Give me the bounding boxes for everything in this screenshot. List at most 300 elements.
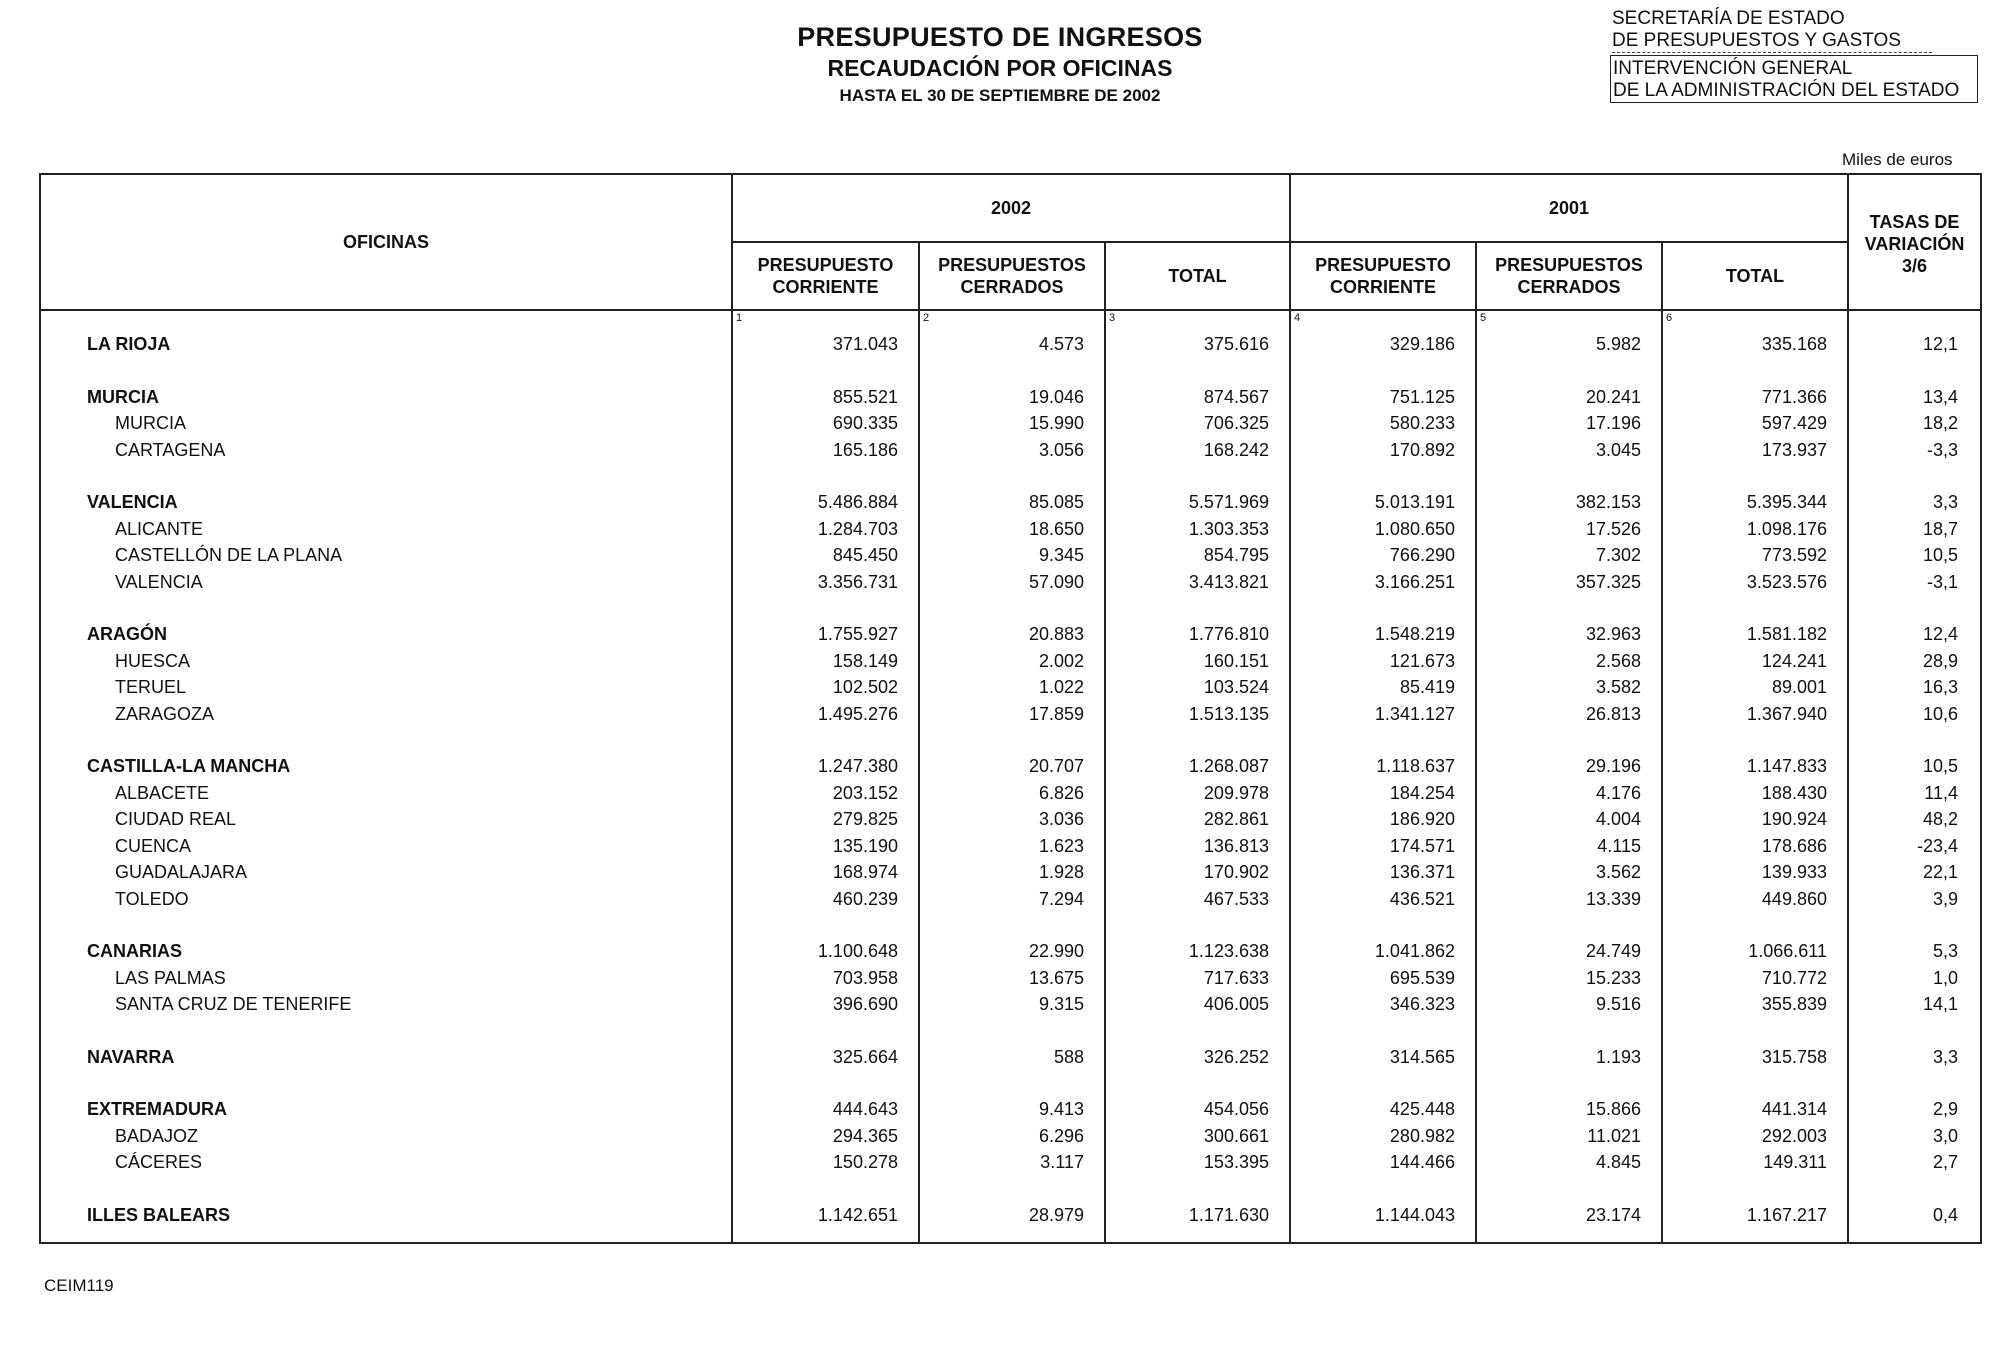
value-cell: 173.937: [1761, 439, 1827, 460]
value-cell: 1.142.651: [817, 1204, 898, 1225]
value-cell: 1.755.927: [817, 624, 898, 644]
value-cell: 26.813: [1585, 703, 1641, 724]
row-spacer: [1663, 1018, 1847, 1044]
header-2001-pres-cerrados: PRESUPUESTOS CERRADOS: [1476, 242, 1662, 310]
region-name: VALENCIA: [87, 492, 178, 512]
value-cell: 209.978: [1203, 782, 1269, 803]
row-spacer: [920, 1018, 1104, 1044]
value-cell: -3,1: [1926, 571, 1958, 592]
value-cell: 314.565: [1389, 1046, 1455, 1067]
value-cell: 766.290: [1389, 545, 1455, 565]
row-spacer: [1849, 912, 1980, 938]
office-name: BADAJOZ: [115, 1125, 199, 1146]
value-cell: 3.045: [1595, 439, 1641, 460]
value-cell: 11,4: [1924, 782, 1958, 803]
office-name: GUADALAJARA: [115, 862, 248, 882]
row-spacer: [733, 595, 918, 621]
office-name: SANTA CRUZ DE TENERIFE: [115, 994, 352, 1014]
row-spacer: [1663, 1070, 1847, 1096]
col-2001-total: [1662, 310, 1848, 1243]
row-spacer: [1663, 595, 1847, 621]
value-cell: 9.413: [1038, 1099, 1084, 1119]
row-spacer: [1849, 1070, 1980, 1096]
value-cell: 12,4: [1922, 624, 1958, 644]
column-number-1: 1: [736, 312, 743, 324]
value-cell: 460.239: [832, 888, 898, 909]
value-cell: 23.174: [1585, 1204, 1641, 1225]
value-cell: 1.548.219: [1374, 624, 1455, 644]
value-cell: 121.673: [1389, 650, 1455, 671]
row-spacer: [1106, 912, 1289, 938]
value-cell: 29.196: [1585, 756, 1641, 776]
value-cell: 168.242: [1203, 439, 1269, 460]
value-cell: 1.247.380: [817, 756, 898, 776]
value-cell: 184.254: [1389, 782, 1455, 803]
value-cell: 3.056: [1038, 439, 1084, 460]
value-cell: 0,4: [1932, 1204, 1958, 1225]
value-cell: 1.080.650: [1374, 518, 1455, 539]
value-cell: 355.839: [1761, 994, 1827, 1014]
row-spacer: [1849, 463, 1980, 489]
value-cell: 2,7: [1932, 1152, 1958, 1172]
report-title: PRESUPUESTO DE INGRESOS: [797, 22, 1203, 52]
value-cell: 11.021: [1587, 1125, 1641, 1146]
value-cell: 18,2: [1922, 413, 1958, 433]
value-cell: 1.303.353: [1188, 518, 1269, 539]
col-2001-pres-corriente: [1290, 310, 1476, 1243]
value-cell: 1.623: [1038, 835, 1084, 856]
office-name: CASTELLÓN DE LA PLANA: [115, 545, 343, 565]
value-cell: 85.085: [1028, 492, 1084, 512]
row-spacer: [920, 1176, 1104, 1202]
value-cell: 85.419: [1399, 677, 1455, 697]
row-spacer: [920, 727, 1104, 753]
value-cell: 20.707: [1028, 756, 1084, 776]
value-cell: 3,9: [1932, 888, 1958, 909]
row-spacer: [41, 1070, 731, 1096]
value-cell: 1.341.127: [1374, 703, 1455, 724]
row-spacer: [1663, 358, 1847, 384]
value-cell: 20.883: [1028, 624, 1084, 644]
row-spacer: [1849, 595, 1980, 621]
row-spacer: [1849, 1176, 1980, 1202]
value-cell: 15.990: [1028, 413, 1084, 433]
value-cell: 5.013.191: [1374, 492, 1455, 512]
agency-line-2: DE PRESUPUESTOS Y GASTOS: [1612, 30, 1932, 53]
value-cell: 5,3: [1932, 941, 1958, 961]
region-name: NAVARRA: [87, 1046, 175, 1067]
value-cell: 9.315: [1038, 994, 1084, 1014]
value-cell: 325.664: [832, 1046, 898, 1067]
region-name: ARAGÓN: [87, 624, 167, 644]
value-cell: 7.294: [1038, 888, 1084, 909]
value-cell: 48,2: [1922, 809, 1958, 829]
region-name: LA RIOJA: [87, 334, 171, 354]
value-cell: 5.571.969: [1188, 492, 1269, 512]
value-cell: 136.371: [1389, 862, 1455, 882]
value-cell: 15.233: [1585, 967, 1641, 988]
row-spacer: [1477, 358, 1661, 384]
header-year-2002: 2002: [732, 174, 1290, 242]
row-spacer: [1291, 1070, 1475, 1096]
value-cell: 5.395.344: [1746, 492, 1827, 512]
value-cell: 160.151: [1203, 650, 1269, 671]
row-spacer: [41, 1176, 731, 1202]
value-cell: 1.144.043: [1374, 1204, 1455, 1225]
office-name: ZARAGOZA: [115, 703, 215, 724]
value-cell: 1.193: [1595, 1046, 1641, 1067]
row-spacer: [1477, 595, 1661, 621]
row-spacer: [1291, 727, 1475, 753]
value-cell: 4.573: [1038, 334, 1084, 354]
value-cell: 315.758: [1761, 1046, 1827, 1067]
value-cell: 170.902: [1203, 862, 1269, 882]
value-cell: 188.430: [1761, 782, 1827, 803]
row-spacer: [920, 463, 1104, 489]
header-year-2001: 2001: [1290, 174, 1848, 242]
office-name: CÁCERES: [115, 1152, 203, 1172]
row-spacer: [1477, 912, 1661, 938]
value-cell: 3.413.821: [1188, 571, 1269, 592]
value-cell: 18,7: [1922, 518, 1958, 539]
row-spacer: [920, 595, 1104, 621]
value-cell: 89.001: [1771, 677, 1827, 697]
value-cell: 10,6: [1922, 703, 1958, 724]
value-cell: 186.920: [1389, 809, 1455, 829]
value-cell: 597.429: [1761, 413, 1827, 433]
value-cell: 203.152: [832, 782, 898, 803]
value-cell: 16,3: [1922, 677, 1958, 697]
agency-line-3: INTERVENCIÓN GENERAL: [1613, 58, 1853, 79]
value-cell: 5.982: [1595, 334, 1641, 354]
row-spacer: [1106, 358, 1289, 384]
column-number-5: 5: [1480, 312, 1487, 324]
region-name: CASTILLA-LA MANCHA: [87, 756, 291, 776]
header-2001-pres-corriente: PRESUPUESTO CORRIENTE: [1290, 242, 1476, 310]
value-cell: 158.149: [832, 650, 898, 671]
row-spacer: [1291, 463, 1475, 489]
value-cell: 717.633: [1203, 967, 1269, 988]
value-cell: 1.367.940: [1746, 703, 1827, 724]
value-cell: 12,1: [1922, 334, 1958, 354]
row-spacer: [733, 1018, 918, 1044]
office-name: LAS PALMAS: [115, 967, 226, 988]
value-cell: 57.090: [1028, 571, 1084, 592]
value-cell: 7.302: [1595, 545, 1641, 565]
office-name: MURCIA: [115, 413, 186, 433]
row-spacer: [41, 358, 731, 384]
value-cell: 375.616: [1203, 334, 1269, 354]
value-cell: 3,0: [1932, 1125, 1958, 1146]
col-2002-pres-cerrados: [919, 310, 1105, 1243]
col-2001-pres-cerrados: [1476, 310, 1662, 1243]
value-cell: 28.979: [1028, 1204, 1084, 1225]
value-cell: 22,1: [1922, 862, 1958, 882]
value-cell: 103.524: [1203, 677, 1269, 697]
value-cell: 703.958: [832, 967, 898, 988]
row-spacer: [1477, 463, 1661, 489]
value-cell: -3,3: [1926, 439, 1958, 460]
agency-box: [1610, 55, 1978, 103]
value-cell: 22.990: [1028, 941, 1084, 961]
value-cell: 24.749: [1585, 941, 1641, 961]
value-cell: 13,4: [1922, 386, 1958, 407]
row-spacer: [1663, 1176, 1847, 1202]
office-name: VALENCIA: [115, 571, 203, 592]
value-cell: 396.690: [832, 994, 898, 1014]
row-spacer: [41, 727, 731, 753]
row-spacer: [1106, 727, 1289, 753]
value-cell: 1.066.611: [1748, 941, 1827, 961]
value-cell: 1.041.862: [1374, 941, 1455, 961]
value-cell: 690.335: [832, 413, 898, 433]
value-cell: -23,4: [1916, 835, 1958, 856]
value-cell: 3.117: [1040, 1152, 1084, 1172]
region-name: CANARIAS: [87, 941, 183, 961]
row-spacer: [1663, 463, 1847, 489]
region-name: ILLES BALEARS: [87, 1204, 231, 1225]
units-label: Miles de euros: [1842, 150, 1953, 169]
value-cell: 20.241: [1585, 386, 1641, 407]
value-cell: 165.186: [832, 439, 898, 460]
value-cell: 10,5: [1922, 545, 1958, 565]
value-cell: 10,5: [1922, 756, 1958, 776]
value-cell: 382.153: [1575, 492, 1641, 512]
value-cell: 5.486.884: [817, 492, 898, 512]
value-cell: 14,1: [1922, 994, 1958, 1014]
col-2002-pres-corriente: [732, 310, 919, 1243]
row-spacer: [1291, 912, 1475, 938]
value-cell: 1.495.276: [817, 703, 898, 724]
column-number-4: 4: [1294, 312, 1301, 324]
row-spacer: [41, 912, 731, 938]
row-spacer: [1477, 1176, 1661, 1202]
value-cell: 4.176: [1595, 782, 1641, 803]
row-spacer: [733, 1070, 918, 1096]
row-spacer: [1663, 727, 1847, 753]
value-cell: 178.686: [1761, 835, 1827, 856]
value-cell: 326.252: [1203, 1046, 1269, 1067]
footer-code: CEIM119: [44, 1276, 114, 1295]
value-cell: 15.866: [1585, 1099, 1641, 1119]
row-spacer: [920, 912, 1104, 938]
row-spacer: [733, 358, 918, 384]
row-spacer: [920, 1070, 1104, 1096]
value-cell: 6.826: [1038, 782, 1084, 803]
value-cell: 292.003: [1761, 1125, 1827, 1146]
row-spacer: [1106, 595, 1289, 621]
value-cell: 706.325: [1203, 413, 1269, 433]
value-cell: 32.963: [1585, 624, 1641, 644]
value-cell: 13.339: [1585, 888, 1641, 909]
office-name: CARTAGENA: [115, 439, 226, 460]
value-cell: 855.521: [832, 386, 898, 407]
value-cell: 135.190: [832, 835, 898, 856]
value-cell: 28,9: [1922, 650, 1958, 671]
value-cell: 4.845: [1595, 1152, 1641, 1172]
value-cell: 168.974: [832, 862, 898, 882]
value-cell: 17.526: [1585, 518, 1641, 539]
header-2001-total: TOTAL: [1662, 242, 1848, 310]
collections-table: [39, 173, 1982, 1244]
value-cell: 19.046: [1028, 386, 1084, 407]
value-cell: 3.356.731: [817, 571, 898, 592]
value-cell: 13.675: [1028, 967, 1084, 988]
column-number-2: 2: [923, 312, 930, 324]
value-cell: 773.592: [1761, 545, 1827, 565]
report-date: HASTA EL 30 DE SEPTIEMBRE DE 2002: [839, 86, 1161, 105]
row-spacer: [41, 595, 731, 621]
value-cell: 406.005: [1203, 994, 1269, 1014]
value-cell: 6.296: [1038, 1125, 1084, 1146]
value-cell: 1.098.176: [1746, 518, 1827, 539]
value-cell: 441.314: [1761, 1099, 1827, 1119]
value-cell: 1.123.638: [1188, 941, 1269, 961]
header-2002-total: TOTAL: [1105, 242, 1290, 310]
value-cell: 1.284.703: [817, 518, 898, 539]
value-cell: 1.100.648: [817, 941, 898, 961]
row-spacer: [1106, 463, 1289, 489]
row-spacer: [920, 358, 1104, 384]
column-number-6: 6: [1666, 312, 1673, 324]
value-cell: 1.167.217: [1746, 1204, 1827, 1225]
value-cell: 3.562: [1595, 862, 1641, 882]
row-spacer: [1106, 1070, 1289, 1096]
value-cell: 3.166.251: [1374, 571, 1455, 592]
header-2002-pres-corriente: PRESUPUESTO CORRIENTE: [732, 242, 919, 310]
row-spacer: [41, 1018, 731, 1044]
row-spacer: [1106, 1018, 1289, 1044]
row-spacer: [1291, 1176, 1475, 1202]
value-cell: 454.056: [1203, 1099, 1269, 1119]
value-cell: 1.147.833: [1746, 756, 1827, 776]
value-cell: 1,0: [1932, 967, 1958, 988]
value-cell: 174.571: [1389, 835, 1455, 856]
value-cell: 1.171.630: [1188, 1204, 1269, 1225]
col-tasas: [1848, 310, 1981, 1243]
row-spacer: [1477, 1070, 1661, 1096]
value-cell: 371.043: [832, 334, 898, 354]
office-name: ALICANTE: [115, 518, 204, 539]
value-cell: 335.168: [1761, 334, 1827, 354]
header-oficinas: OFICINAS: [40, 174, 732, 310]
value-cell: 1.118.637: [1376, 756, 1455, 776]
col-2002-total: [1105, 310, 1290, 1243]
row-spacer: [1849, 727, 1980, 753]
office-name: TOLEDO: [115, 888, 189, 909]
value-cell: 1.022: [1038, 677, 1084, 697]
row-spacer: [1291, 1018, 1475, 1044]
value-cell: 425.448: [1389, 1099, 1455, 1119]
column-number-3: 3: [1109, 312, 1116, 324]
value-cell: 3.523.576: [1746, 571, 1827, 592]
value-cell: 436.521: [1389, 888, 1455, 909]
row-spacer: [733, 912, 918, 938]
value-cell: 190.924: [1761, 809, 1827, 829]
header-tasas: TASAS DE VARIACIÓN 3/6: [1848, 174, 1981, 310]
value-cell: 149.311: [1763, 1152, 1827, 1172]
agency-block: [1612, 8, 1978, 103]
row-spacer: [1849, 358, 1980, 384]
value-cell: 1.581.182: [1746, 624, 1827, 644]
value-cell: 751.125: [1389, 386, 1455, 407]
value-cell: 136.813: [1203, 835, 1269, 856]
report-title-block: [700, 22, 1300, 106]
value-cell: 2,9: [1932, 1099, 1958, 1119]
value-cell: 874.567: [1203, 386, 1269, 407]
value-cell: 1.268.087: [1188, 756, 1269, 776]
value-cell: 467.533: [1203, 888, 1269, 909]
agency-line-1: SECRETARÍA DE ESTADO: [1612, 8, 1845, 29]
col-oficinas: [40, 310, 732, 1243]
value-cell: 9.345: [1038, 545, 1084, 565]
value-cell: 2.002: [1038, 650, 1084, 671]
value-cell: 170.892: [1389, 439, 1455, 460]
value-cell: 1.513.135: [1188, 703, 1269, 724]
value-cell: 3.582: [1595, 677, 1641, 697]
value-cell: 280.982: [1389, 1125, 1455, 1146]
row-spacer: [1477, 1018, 1661, 1044]
value-cell: 845.450: [832, 545, 898, 565]
value-cell: 144.466: [1389, 1152, 1455, 1172]
value-cell: 3,3: [1932, 492, 1958, 512]
row-spacer: [1106, 1176, 1289, 1202]
office-name: CUENCA: [115, 835, 192, 856]
row-spacer: [1663, 912, 1847, 938]
value-cell: 17.859: [1028, 703, 1084, 724]
agency-line-4: DE LA ADMINISTRACIÓN DEL ESTADO: [1613, 80, 1960, 101]
row-spacer: [1477, 727, 1661, 753]
row-spacer: [733, 727, 918, 753]
value-cell: 139.933: [1761, 862, 1827, 882]
office-name: HUESCA: [115, 650, 191, 671]
value-cell: 580.233: [1389, 413, 1455, 433]
value-cell: 124.241: [1761, 650, 1827, 671]
value-cell: 449.860: [1761, 888, 1827, 909]
office-name: ALBACETE: [115, 782, 210, 803]
region-name: EXTREMADURA: [87, 1099, 228, 1119]
row-spacer: [1849, 1018, 1980, 1044]
value-cell: 17.196: [1585, 413, 1641, 433]
value-cell: 279.825: [832, 809, 898, 829]
value-cell: 102.502: [832, 677, 898, 697]
value-cell: 18.650: [1028, 518, 1084, 539]
value-cell: 710.772: [1761, 967, 1827, 988]
value-cell: 282.861: [1203, 809, 1269, 829]
report-subtitle: RECAUDACIÓN POR OFICINAS: [827, 55, 1173, 81]
value-cell: 3.036: [1038, 809, 1084, 829]
value-cell: 150.278: [832, 1152, 898, 1172]
value-cell: 357.325: [1575, 571, 1641, 592]
value-cell: 300.661: [1203, 1125, 1269, 1146]
value-cell: 4.115: [1597, 835, 1641, 856]
value-cell: 2.568: [1595, 650, 1641, 671]
region-name: MURCIA: [87, 386, 159, 407]
value-cell: 153.395: [1203, 1152, 1269, 1172]
row-spacer: [1291, 358, 1475, 384]
value-cell: 9.516: [1595, 994, 1641, 1014]
value-cell: 4.004: [1595, 809, 1641, 829]
value-cell: 3,3: [1932, 1046, 1958, 1067]
value-cell: 695.539: [1389, 967, 1455, 988]
value-cell: 294.365: [832, 1125, 898, 1146]
header-2002-pres-cerrados: PRESUPUESTOS CERRADOS: [919, 242, 1105, 310]
value-cell: 329.186: [1389, 334, 1455, 354]
row-spacer: [733, 1176, 918, 1202]
value-cell: 1.928: [1038, 862, 1084, 882]
row-spacer: [1291, 595, 1475, 621]
office-name: CIUDAD REAL: [115, 809, 237, 829]
